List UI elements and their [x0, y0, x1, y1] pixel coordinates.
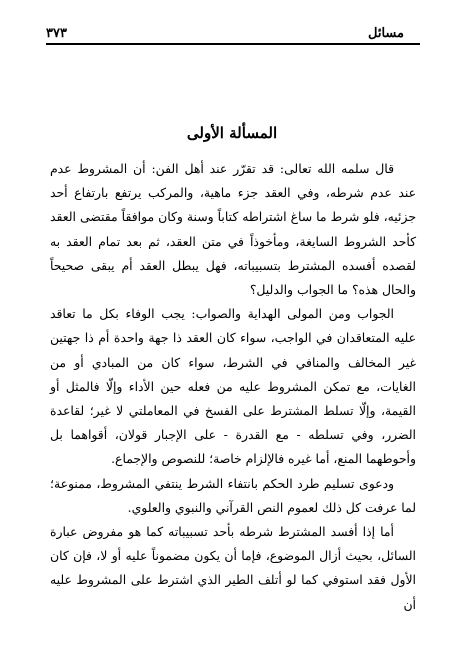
paragraph-answer: الجواب ومن المولى الهداية والصواب: يجب الوفاء بكل ما تعاقد عليه المتعاقدان في الواجب، سواء كان العقد ذا جهة واحدة أم ذا جهتين غير المخالف والمنافي في الشرط، سواء كان من المبادي أو من الغايات، مع تمكن المشروط عليه من فعله حين الأداء وإلّا فالمثل أو القيمة، وإلّا تسلط المشترط على الفسخ في المعاملتي لا غير؛ لقاعدة الضرر، وفي تسلطه - مع القدرة - على الإجبار قولان، أقواهما بل وأحوطهما المنع، أما غيره فالإلزام خاصة؛ للنصوص والإجماع. [50, 306, 416, 467]
paragraph-question: قال سلمه الله تعالى: قد تقرّر عند أهل الفن: أن المشروط عدم عند عدم شرطه، وفي العقد جزء ماهية، والمركب يرتفع بارتفاع أحد جزئيه، فلو شرط ما ساغ اشتراطه كتاباً وسنة وكان موافقاً مقتضى العقد كأحد الشروط السايغة، ومأخوذاً في متن العقد، ثم بعد تمام العقد به لقصده أفسده المشترط بتسبيباته، فهل يبطل العقد أم يبقى صحيحاً والحال هذه؟ ما الجواب والدليل؟ [50, 161, 416, 298]
page-number: ٣٧٣ [46, 26, 67, 41]
header-divider [46, 43, 420, 45]
paragraph-claim: ودعوى تسليم طرد الحكم بانتفاء الشرط ينتفي المشروط، ممنوعة؛ لما عرفت كل ذلك لعموم النص القرآني والنبوي والعلوي. [50, 475, 416, 515]
running-title: مسائل [368, 26, 404, 41]
paragraph-continuation: أما إذا أفسد المشترط شرطه بأحد تسبيباته كما هو مفروض عبارة السائل، بحيث أزال الموضوع، فإما أن يكون مضموناً عليه أو لا، فإن كان الأول فقد استوفي كما لو أتلف الطير الذي اشترط على المشروط عليه أن [50, 524, 416, 612]
section-title: المسألة الأولى [186, 124, 278, 142]
body-text [50, 157, 416, 617]
